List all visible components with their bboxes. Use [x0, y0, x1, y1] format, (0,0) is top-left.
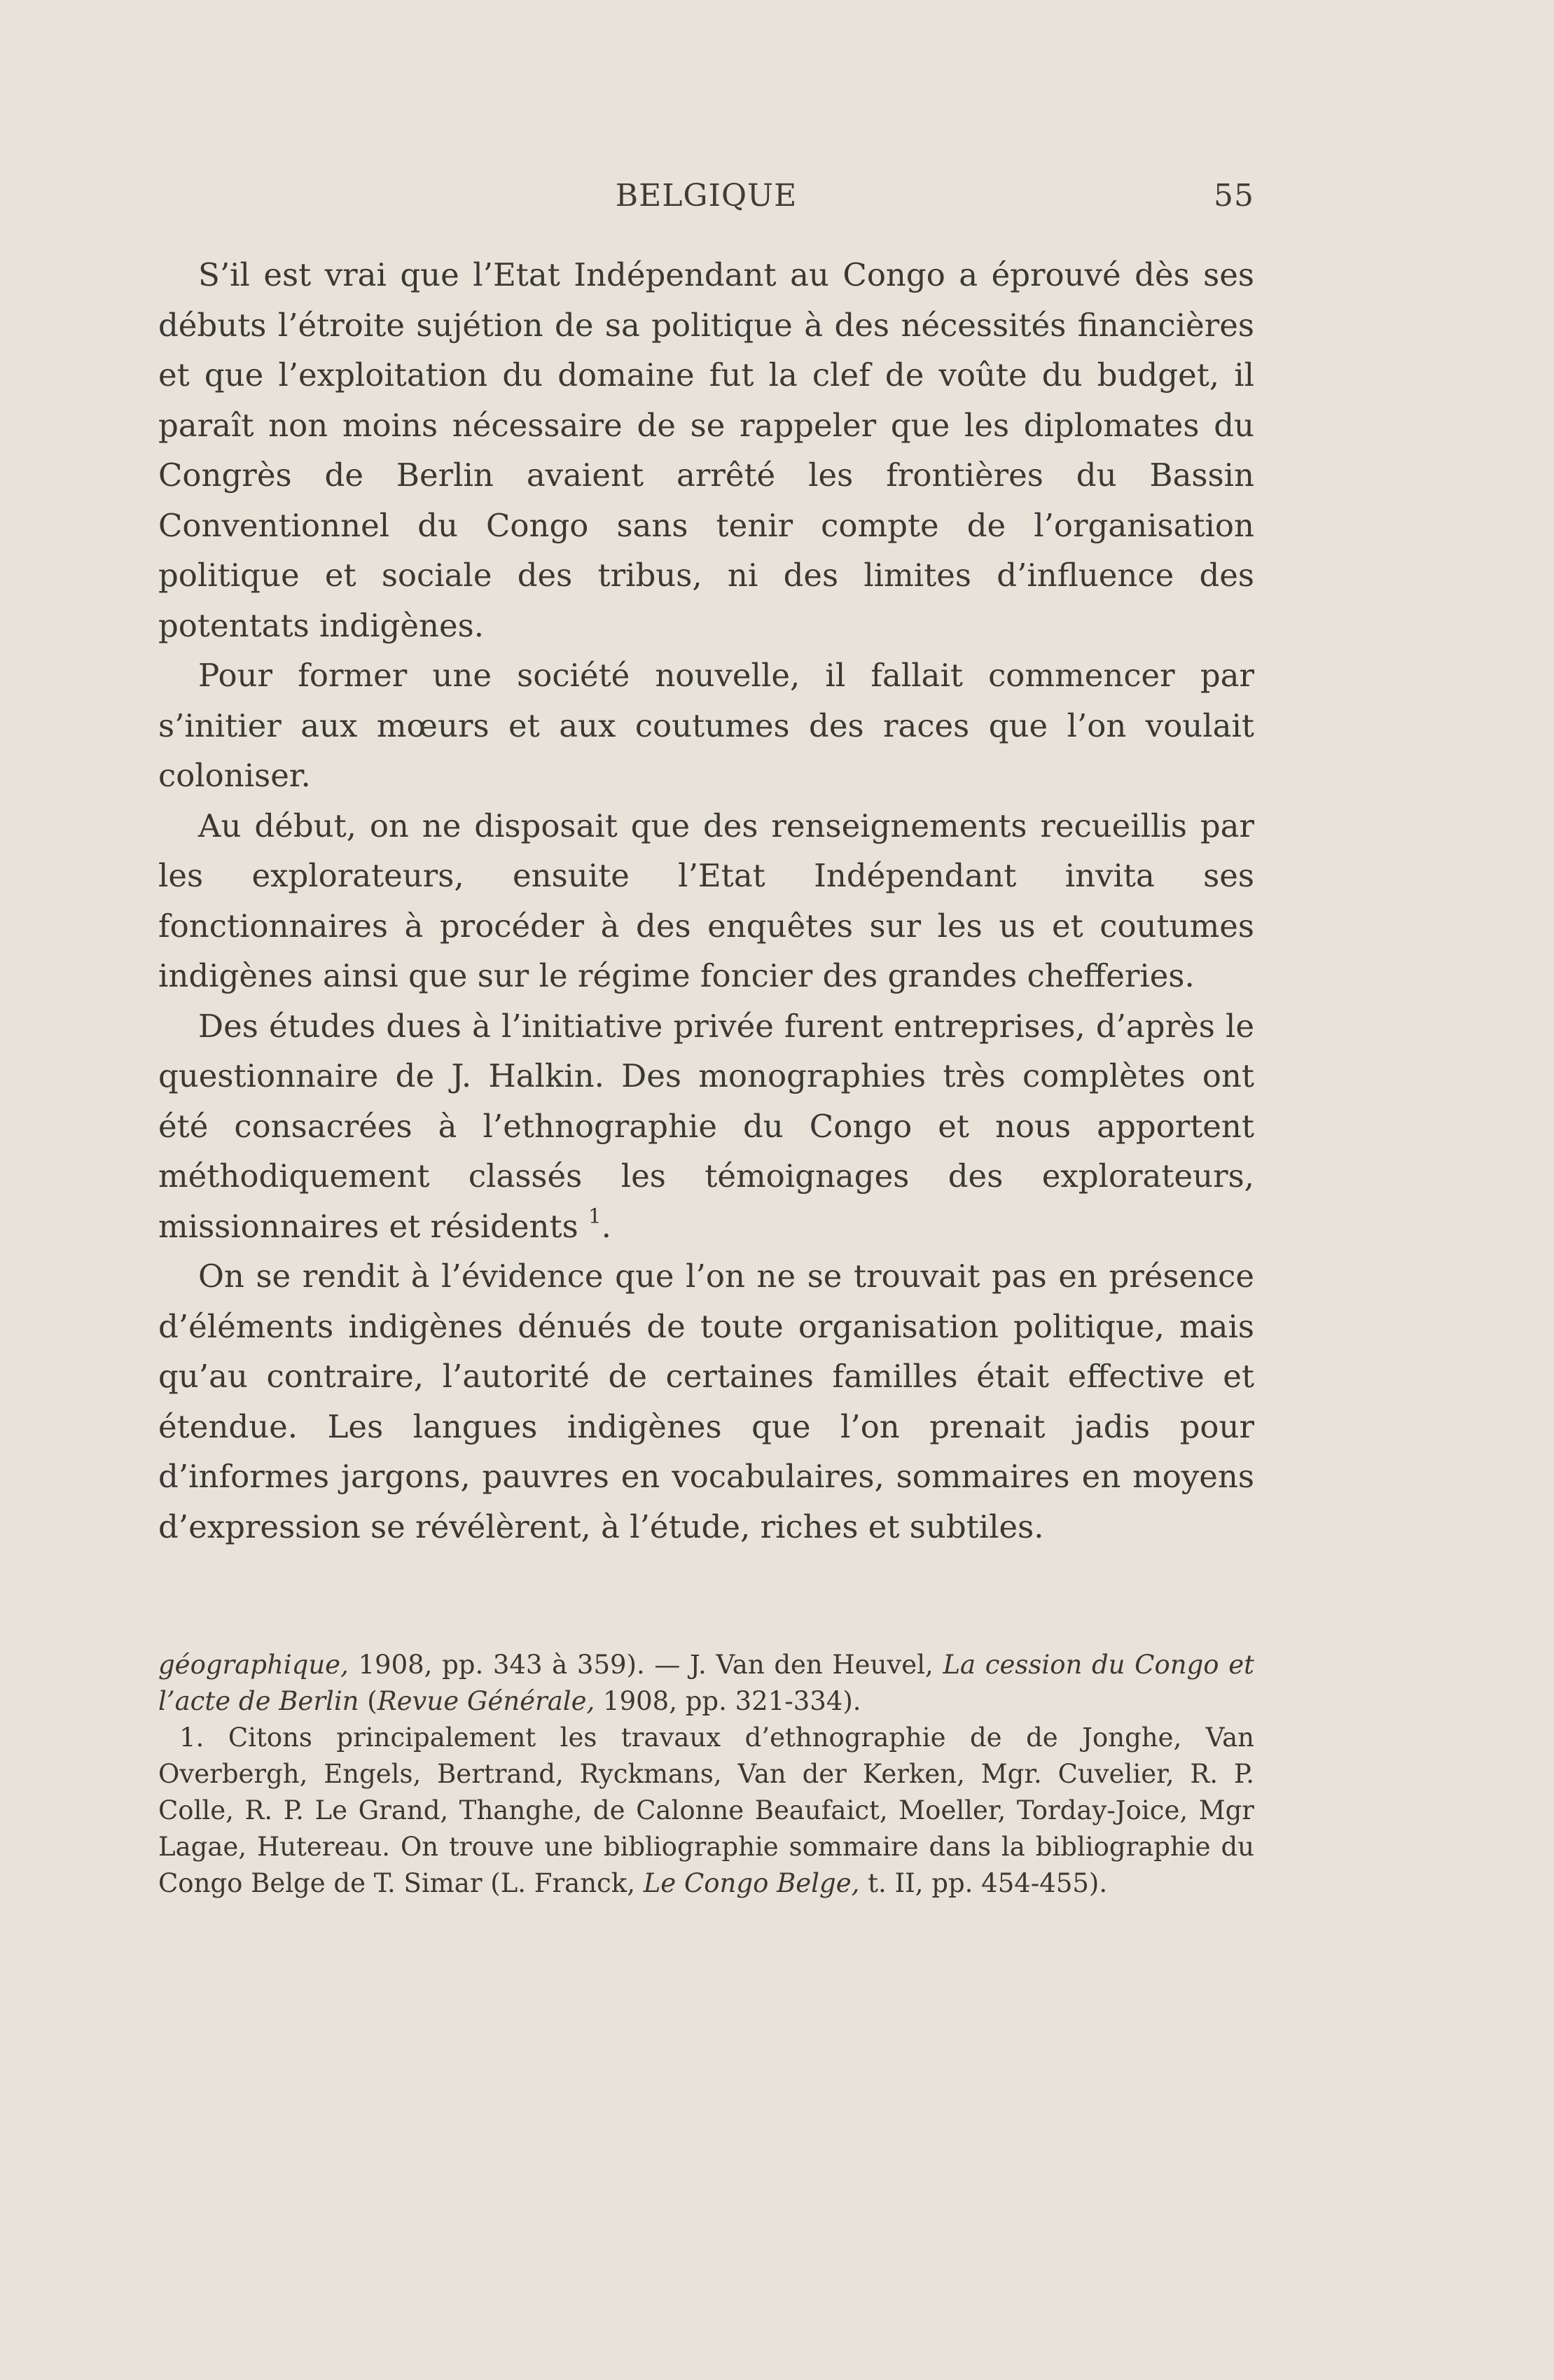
footnote-text: Citons principalement les travaux d’ethnographie de de Jonghe, Van Overbergh, Engels, Bertrand, Ryckmans, Van der Kerken, Mgr. Cuvelier, R. P. Colle, R. P. Le Grand, Thanghe, de Calonne Beaufaict, Moeller, Torday-Joice, Mgr Lagae, Hutereau. On trouve une bibliographie sommaire dans la bibliographie du Congo Belge de T. Simar (L. Franck,	[158, 1723, 1254, 1898]
footnote-text: (	[359, 1686, 377, 1716]
footnote-italic: géographique,	[158, 1650, 349, 1680]
paragraph-text-end: .	[601, 1207, 611, 1245]
footnote-reference: 1	[588, 1204, 602, 1228]
paragraph-text: Des études dues à l’initiative privée furent entreprises, d’après le questionnaire de J. Halkin. Des monographies très complètes ont été consacrées à l’ethnographie du Congo et nous apportent méthodiquement classés les témoignages des explorateurs, missionnaires et résidents	[158, 1007, 1254, 1245]
footnote-text: 1908, pp. 321-334).	[595, 1686, 861, 1716]
footnote-1	[158, 1720, 1254, 1902]
paragraph: Pour former une société nouvelle, il fallait commencer par s’initier aux mœurs et aux coutumes des races que l’on voulait coloniser.	[158, 657, 1254, 794]
footnote-text: t. II, pp. 454-455).	[859, 1868, 1108, 1898]
page-number: 55	[1214, 178, 1254, 214]
paragraph: On se rendit à l’évidence que l’on ne se trouvait pas en présence d’éléments indigènes dénués de toute organisation politique, mais qu’au contraire, l’autorité de certaines familles était effective et étendue. Les langues indigènes que l’on prenait jadis pour d’informes jargons, pauvres en vocabulaires, sommaires en moyens d’expression se révélèrent, à l’étude, riches et subtiles.	[158, 1258, 1254, 1545]
footnote-italic: Le Congo Belge,	[643, 1868, 860, 1898]
paragraph: S’il est vrai que l’Etat Indépendant au Congo a éprouvé dès ses débuts l’étroite sujétion de sa politique à des nécessités financières et que l’exploitation du domaine fut la clef de voûte du budget, il paraît non moins nécessaire de se rappeler que les diplomates du Congrès de Berlin avaient arrêté les frontières du Bassin Conventionnel du Congo sans tenir compte de l’organisation politique et sociale des tribus, ni des limites d’influence des potentats indigènes.	[158, 256, 1254, 644]
footnote-marker: 1.	[179, 1723, 204, 1753]
main-text	[158, 250, 1254, 1552]
running-header	[158, 178, 1254, 220]
footnotes	[158, 1647, 1254, 1902]
footnote-italic: La cession du Congo et l’acte de Berlin	[158, 1650, 1254, 1716]
running-title: BELGIQUE	[615, 178, 798, 214]
footnote-continuation	[158, 1647, 1254, 1720]
footnote-italic: Revue Générale,	[377, 1686, 595, 1716]
paragraph: Au début, on ne disposait que des renseignements recueillis par les explorateurs, ensuite l’Etat Indépendant invita ses fonctionnaires à procéder à des enquêtes sur les us et coutumes indigènes ainsi que sur le régime foncier des grandes chefferies.	[158, 807, 1254, 994]
paragraph	[158, 1001, 1254, 1252]
footnote-text: 1908, pp. 343 à 359). — J. Van den Heuvel,	[348, 1650, 943, 1680]
